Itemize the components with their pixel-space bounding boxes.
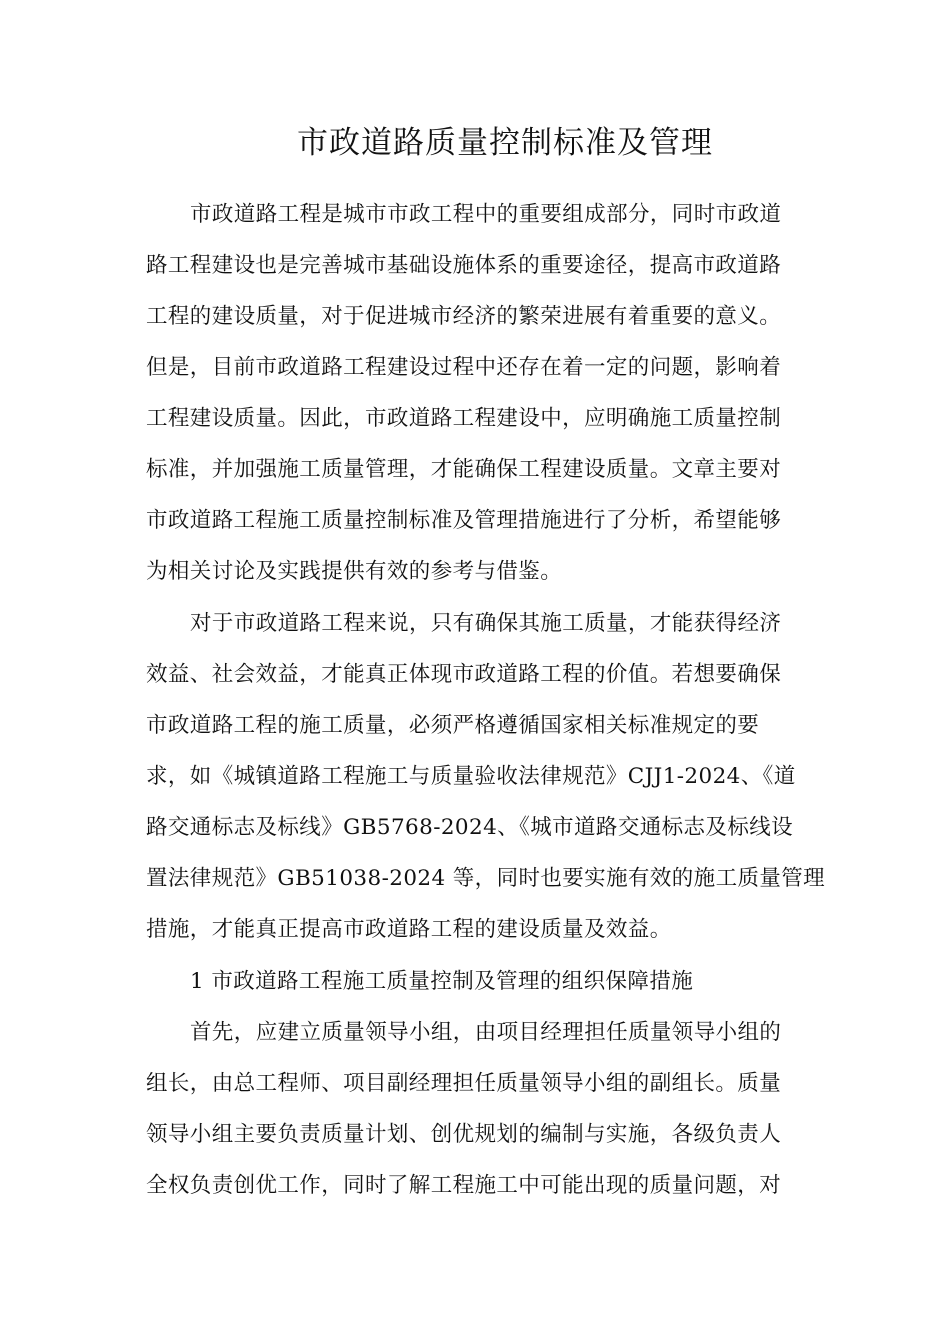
paragraph-line: 为相关讨论及实践提供有效的参考与借鉴。 (146, 559, 563, 584)
paragraph-line: 全权负责创优工作，同时了解工程施工中可能出现的质量问题，对 (146, 1173, 782, 1198)
paragraph-line: 组长，由总工程师、项目副经理担任质量领导小组的副组长。质量 (146, 1071, 782, 1096)
paragraph-line: 领导小组主要负责质量计划、创优规划的编制与实施，各级负责人 (146, 1122, 782, 1147)
paragraph-line: 求，如《城镇道路工程施工与质量验收法律规范》CJJ1-2024、《道 (146, 764, 796, 789)
paragraph-line: 效益、社会效益，才能真正体现市政道路工程的价值。若想要确保 (146, 662, 782, 687)
paragraph-line: 但是，目前市政道路工程建设过程中还存在着一定的问题，影响着 (146, 355, 782, 380)
paragraph-line: 对于市政道路工程来说，只有确保其施工质量，才能获得经济 (190, 611, 782, 636)
paragraph-line: 首先，应建立质量领导小组，由项目经理担任质量领导小组的 (190, 1020, 782, 1045)
paragraph-line: 路交通标志及标线》GB5768-2024、《城市道路交通标志及标线设 (146, 815, 794, 840)
paragraph-line: 路工程建设也是完善城市基础设施体系的重要途径，提高市政道路 (146, 253, 782, 278)
paragraph-line: 措施，才能真正提高市政道路工程的建设质量及效益。 (146, 917, 672, 942)
paragraph-line: 市政道路工程施工质量控制标准及管理措施进行了分析，希望能够 (146, 508, 782, 533)
paragraph-line: 工程建设质量。因此，市政道路工程建设中，应明确施工质量控制 (146, 406, 782, 431)
document-title: 市政道路质量控制标准及管理 (297, 125, 713, 161)
paragraph-line: 置法律规范》GB51038-2024 等，同时也要实施有效的施工质量管理 (146, 866, 826, 891)
paragraph-line: 市政道路工程的施工质量，必须严格遵循国家相关标准规定的要 (146, 713, 760, 738)
paragraph-line: 标准，并加强施工质量管理，才能确保工程建设质量。文章主要对 (146, 457, 782, 482)
paragraph-line: 市政道路工程是城市市政工程中的重要组成部分，同时市政道 (190, 202, 782, 227)
paragraph-line: 工程的建设质量，对于促进城市经济的繁荣进展有着重要的意义。 (146, 304, 782, 329)
section-heading: 1 市政道路工程施工质量控制及管理的组织保障措施 (190, 969, 694, 994)
